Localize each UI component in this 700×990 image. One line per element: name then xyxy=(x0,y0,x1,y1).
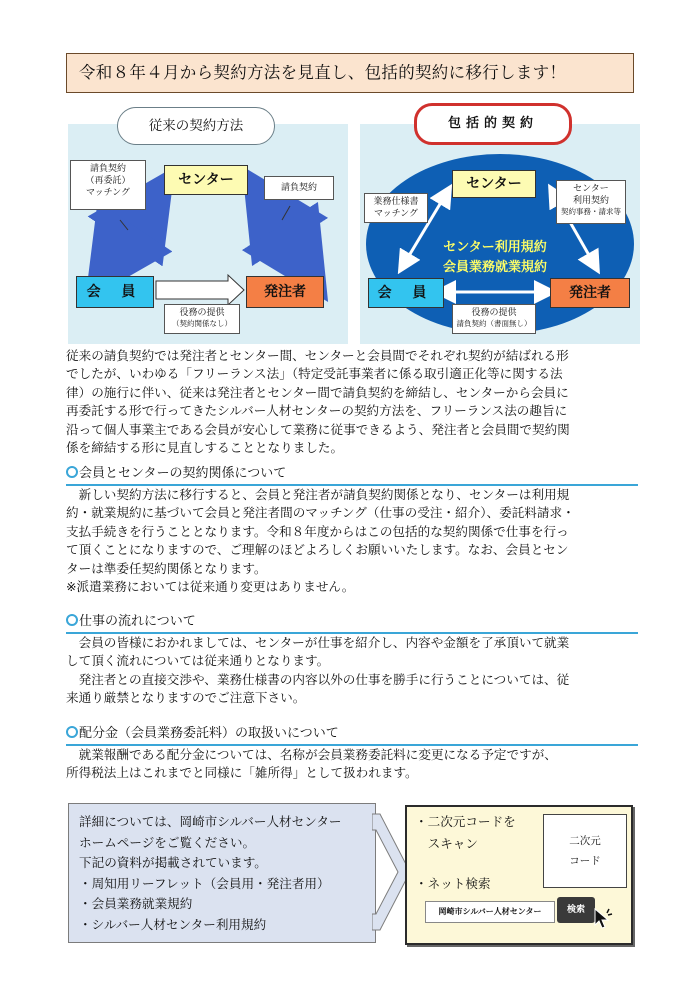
blue-label-rules: 会員業務就業規約 xyxy=(442,260,547,275)
note-line: 請負契約（書面無し） xyxy=(456,319,532,329)
text-line: て頂くことになりますので、ご理解のほどよろしくお願いいたします。なお、会員とセン xyxy=(66,542,569,558)
note-line: 役務の提供 xyxy=(179,308,225,318)
old-center-box: センター xyxy=(164,165,248,195)
search-button[interactable]: 検索 xyxy=(557,897,595,923)
section3-heading xyxy=(66,725,638,746)
note-line: 契約事務・請求等 xyxy=(561,207,621,217)
text-line: 係を締結する形に見直しすることとなりました。 xyxy=(66,440,344,456)
info-box xyxy=(68,803,376,943)
arrow-center-member xyxy=(110,204,150,264)
note-line: マッチング xyxy=(85,188,130,199)
arrow-member-client xyxy=(156,275,244,305)
text-line: 支払手続きを行うこととなります。令和８年度からはこの包括的な契約関係で仕事を行っ xyxy=(66,523,569,539)
note-line: 請負契約 xyxy=(89,164,126,174)
qr-code-placeholder[interactable] xyxy=(543,814,627,888)
new-note-bottom xyxy=(452,304,536,334)
text-line: 下記の資料が掲載されています。 xyxy=(79,855,267,870)
new-note-left xyxy=(364,193,428,223)
old-member-box: 会 員 xyxy=(76,276,154,308)
note-line: 役務の提供 xyxy=(471,308,517,318)
note-line: （契約関係なし） xyxy=(172,319,232,329)
text-line: ホームページをご覧ください。 xyxy=(79,834,256,850)
old-note-right: 請負契約 xyxy=(264,176,334,200)
section-heading-text: 仕事の流れについて xyxy=(79,614,196,629)
text-line: 従来の請負契約では発注者とセンター間、センターと会員間でそれぞれ契約が結ばれる形 xyxy=(66,348,569,363)
text-line: 来通り厳禁となりますのでご注意下さい。 xyxy=(66,690,306,706)
note-line: 利用契約 xyxy=(572,196,609,207)
text-line: ・会員業務就業規約 xyxy=(79,896,193,911)
text-line: 約・就業規約に基づいて会員と発注者間のマッチング（仕事の受注・紹介）、委託料請求・ xyxy=(66,505,575,521)
text-line: ・周知用リーフレット（会員用・発注者用） xyxy=(79,875,330,891)
section-heading-text: 配分金（会員業務委託料）の取扱いについて xyxy=(79,726,339,741)
search-input[interactable]: 岡崎市シルバー人材センター xyxy=(425,901,555,923)
note-line: （再委託） xyxy=(85,176,131,187)
section2-heading xyxy=(66,613,638,634)
new-diagram-title: 包括的契約 xyxy=(414,103,572,145)
qr-search-box xyxy=(405,805,633,945)
text-line: 発注者との直接交渉や、業務仕様書の内容以外の仕事を勝手に行うことについては、従 xyxy=(66,671,570,687)
new-note-right xyxy=(556,180,626,224)
text-line: 沿って個人事業主である会員が安心して業務に従事できるよう、発注者と会員間で契約関 xyxy=(66,421,570,437)
text-line: 新しい契約方法に移行すると、会員と発注者が請負契約関係となり、センターは利用規 xyxy=(66,487,570,502)
text-line: 会員の皆様におかれましては、センターが仕事を紹介し、内容や金額を了承頂いて就業 xyxy=(66,635,570,650)
arrow-center-client xyxy=(266,204,304,264)
intro-paragraph xyxy=(66,347,638,457)
old-note-bottom xyxy=(164,304,240,334)
note-line: 業務仕様書 xyxy=(373,197,419,207)
new-member-box: 会 員 xyxy=(368,278,444,308)
text-line: でしたが、いわゆる「フリーランス法」（特定受託事業者に係る取引適正化等に関する法 xyxy=(66,366,563,382)
qr-placeholder-text: コード xyxy=(569,855,601,867)
section1-body xyxy=(66,486,638,596)
text-line: 再委託する形で行ってきたシルバー人材センターの契約方法を、フリーランス法の趣旨に xyxy=(66,403,568,419)
new-client-box: 発注者 xyxy=(550,278,630,308)
qr-placeholder-text: 二次元 xyxy=(569,835,601,847)
circle-bullet-icon xyxy=(66,726,78,738)
text-line: 所得税法上はこれまでと同様に「雑所得」として扱われます。 xyxy=(66,765,418,781)
qr-instruction: スキャン xyxy=(415,836,478,851)
text-line: ・シルバー人材センター利用規約 xyxy=(79,916,267,932)
search-instruction: ・ネット検索 xyxy=(415,876,491,891)
old-note-left xyxy=(70,160,146,210)
section2-body xyxy=(66,634,638,708)
circle-bullet-icon xyxy=(66,614,78,626)
text-line: 詳細については、岡崎市シルバー人材センター xyxy=(79,814,342,829)
old-diagram-title: 従来の契約方法 xyxy=(117,107,275,145)
note-line: マッチング xyxy=(373,209,418,220)
page-title: 令和８年４月から契約方法を見直し、包括的契約に移行します！ xyxy=(66,53,634,93)
blue-label-terms: センター利用規約 xyxy=(443,240,547,255)
section-heading-text: 会員とセンターの契約関係について xyxy=(79,466,287,481)
qr-instruction: ・二次元コードを xyxy=(415,814,516,829)
old-client-box: 発注者 xyxy=(246,276,324,308)
new-center-box: センター xyxy=(452,170,536,198)
note-line: センター xyxy=(573,184,609,194)
text-line: 律）の施行に伴い、従来は発注者とセンター間で請負契約を締結し、センターから会員に xyxy=(66,384,569,400)
text-line: 就業報酬である配分金については、名称が会員業務委託料に変更になる予定ですが、 xyxy=(66,747,557,762)
text-line: して頂く流れについては従来通りとなります。 xyxy=(66,653,330,669)
pointer-cursor-icon xyxy=(593,907,613,931)
circle-bullet-icon xyxy=(66,466,78,478)
text-line: ※派遣業務においては従来通り変更はありません。 xyxy=(66,579,355,595)
section3-body xyxy=(66,746,638,783)
section1-heading xyxy=(66,465,638,486)
text-line: ターは準委任契約関係となります。 xyxy=(66,560,267,576)
